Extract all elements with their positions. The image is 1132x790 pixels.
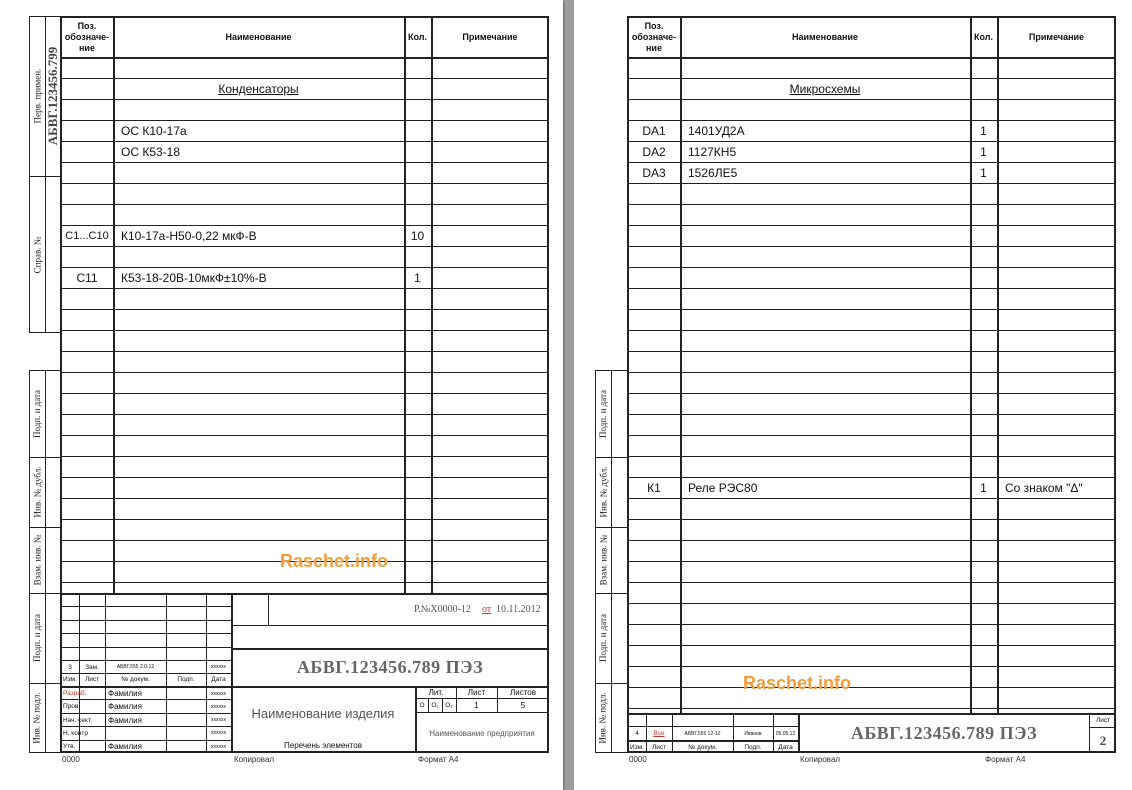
role-name: Фамилия <box>108 715 142 725</box>
inv-dubl-label: Инв. № дубл. <box>598 466 608 518</box>
col-dokum: № докум. <box>688 743 717 751</box>
role-sign: xxxxxx <box>211 703 226 710</box>
sprav-no-label: Справ. № <box>32 236 42 273</box>
sheet-label: Лист <box>467 688 486 697</box>
col-izm: Изм. <box>630 743 644 751</box>
vzam-inv-label: Взам. инв. № <box>32 534 42 586</box>
role-name: Фамилия <box>108 702 142 712</box>
sheets-value: 5 <box>520 701 526 710</box>
footer-mid: Копировал <box>800 755 841 764</box>
sheets-label: Листов <box>510 688 536 697</box>
change-doc: АБВГ.555 12-12 <box>684 730 721 737</box>
header-pos: Поз. обозначе- ние <box>64 20 110 53</box>
col-data: Дата <box>778 743 793 751</box>
change-sign: xxxxxx <box>211 664 226 670</box>
role-sign: xxxxxx <box>211 730 226 737</box>
change-name: Иванов <box>744 730 762 737</box>
row-pos: DA1 <box>642 124 666 138</box>
ref-date: 10.11.2012 <box>496 603 541 615</box>
role-sign: xxxxxx <box>211 690 226 697</box>
change-zam: Зам. <box>85 663 99 671</box>
col-podp: Подп. <box>744 743 762 751</box>
lit-3: О₂ <box>445 702 453 709</box>
row-name: Конденсаторы <box>218 82 299 96</box>
footer-right: Формат А4 <box>418 755 459 764</box>
role-label: Разраб. <box>63 690 87 697</box>
header-qty: Кол. <box>974 31 993 42</box>
col-podp: Подп. <box>177 676 195 683</box>
doc-title: Перечень элементов <box>284 740 362 750</box>
row-qty: 10 <box>410 229 425 243</box>
lit-1: О <box>419 702 425 709</box>
footer-left: 0000 <box>629 755 647 764</box>
change-no: 4 <box>635 730 639 737</box>
enterprise-name: Наименование предприятия <box>429 728 535 738</box>
footer-mid: Копировал <box>234 755 275 764</box>
role-name: Фамилия <box>108 742 142 752</box>
sheet-value: 2 <box>1099 732 1107 748</box>
row-name: К53-18-20В-10мкФ±10%-В <box>121 271 267 285</box>
doc-code: АБВГ.123456.789 ПЭЗ <box>296 656 484 677</box>
change-doc: АБВГ.555 2.0-12 <box>116 664 155 670</box>
row-qty: 1 <box>980 481 987 495</box>
row-note: Со знаком "Δ" <box>1005 481 1083 495</box>
header-qty: Кол. <box>408 31 427 42</box>
header-name: Наименование <box>225 31 292 42</box>
col-data: Дата <box>211 676 226 683</box>
sheet-value: 1 <box>474 701 479 710</box>
sheet-1 <box>0 0 563 790</box>
row-pos: C11 <box>76 271 98 285</box>
perv-primen-code: АБВГ.123456.799 <box>45 46 60 146</box>
inv-podl-label: Инв. № подл. <box>32 692 42 744</box>
row-qty: 1 <box>414 271 421 285</box>
header-name: Наименование <box>791 31 859 42</box>
row-name: 1526ЛЕ5 <box>688 166 738 180</box>
vzam-inv-label: Взам. инв. № <box>598 534 608 586</box>
change-date: 05.05.12 <box>775 730 796 737</box>
podp-data-label: Подп. и дата <box>32 389 42 438</box>
row-qty: 1 <box>980 145 987 159</box>
change-zam: Все <box>653 730 665 737</box>
inv-podl-label: Инв. № подл. <box>598 692 608 744</box>
row-name: К10-17а-Н50-0,22 мкФ-В <box>121 229 257 243</box>
role-sign: xxxxxx <box>211 743 226 750</box>
product-name: Наименование изделия <box>251 705 395 721</box>
podp-data-label: Подп. и дата <box>598 389 608 438</box>
podp-data-label-2: Подп. и дата <box>32 613 42 663</box>
podp-data-label-2: Подп. и дата <box>598 613 608 663</box>
footer-left: 0000 <box>62 755 80 764</box>
col-list: Лист <box>651 743 667 751</box>
header-note: Примечание <box>1028 31 1085 42</box>
role-name <box>108 727 166 740</box>
watermark: Raschet.info <box>743 673 852 693</box>
lit-2: О₁ <box>431 702 439 709</box>
role-label: Пров. <box>63 703 81 711</box>
row-name: 1127КН5 <box>688 145 737 159</box>
sheet-2 <box>574 0 1132 790</box>
role-label: Нач. сект. <box>63 716 93 724</box>
header-note: Примечание <box>462 31 518 42</box>
col-dokum: № докум. <box>121 676 150 683</box>
perv-primen-label: Перв. примен. <box>32 68 43 124</box>
role-label: Н. контр <box>63 729 89 737</box>
header-pos: Поз. обозначе- ние <box>631 20 677 53</box>
col-izm: Изм. <box>63 676 77 683</box>
ref-number: Р.№Х0000-12 <box>414 603 471 615</box>
watermark: Raschet.info <box>280 551 389 571</box>
row-name: ОС К10-17а <box>121 124 187 138</box>
sheet-label: Лист <box>1095 717 1111 724</box>
role-label: Утв. <box>63 743 76 751</box>
ref-ot: от <box>482 603 492 615</box>
change-no: 3 <box>68 663 72 671</box>
doc-code: АБВГ.123456.789 ПЭЗ <box>850 722 1038 743</box>
inv-dubl-label: Инв. № дубл. <box>32 466 42 518</box>
row-name: 1401УД2А <box>688 124 745 138</box>
role-name: Фамилия <box>108 689 142 698</box>
row-pos: C1...C10 <box>65 230 109 242</box>
row-qty: 1 <box>980 124 987 138</box>
row-pos: К1 <box>647 481 661 495</box>
row-qty: 1 <box>980 166 987 180</box>
row-pos: DA3 <box>642 166 666 180</box>
role-sign: xxxxxx <box>211 717 226 724</box>
row-name: Реле РЭС80 <box>688 481 758 495</box>
lit-label: Лит. <box>428 688 444 697</box>
row-name: Микросхемы <box>789 82 861 96</box>
col-list: Лист <box>84 676 100 683</box>
row-pos: DA2 <box>642 145 666 159</box>
row-name: ОС К53-18 <box>121 145 181 159</box>
footer-right: Формат А4 <box>985 755 1026 764</box>
